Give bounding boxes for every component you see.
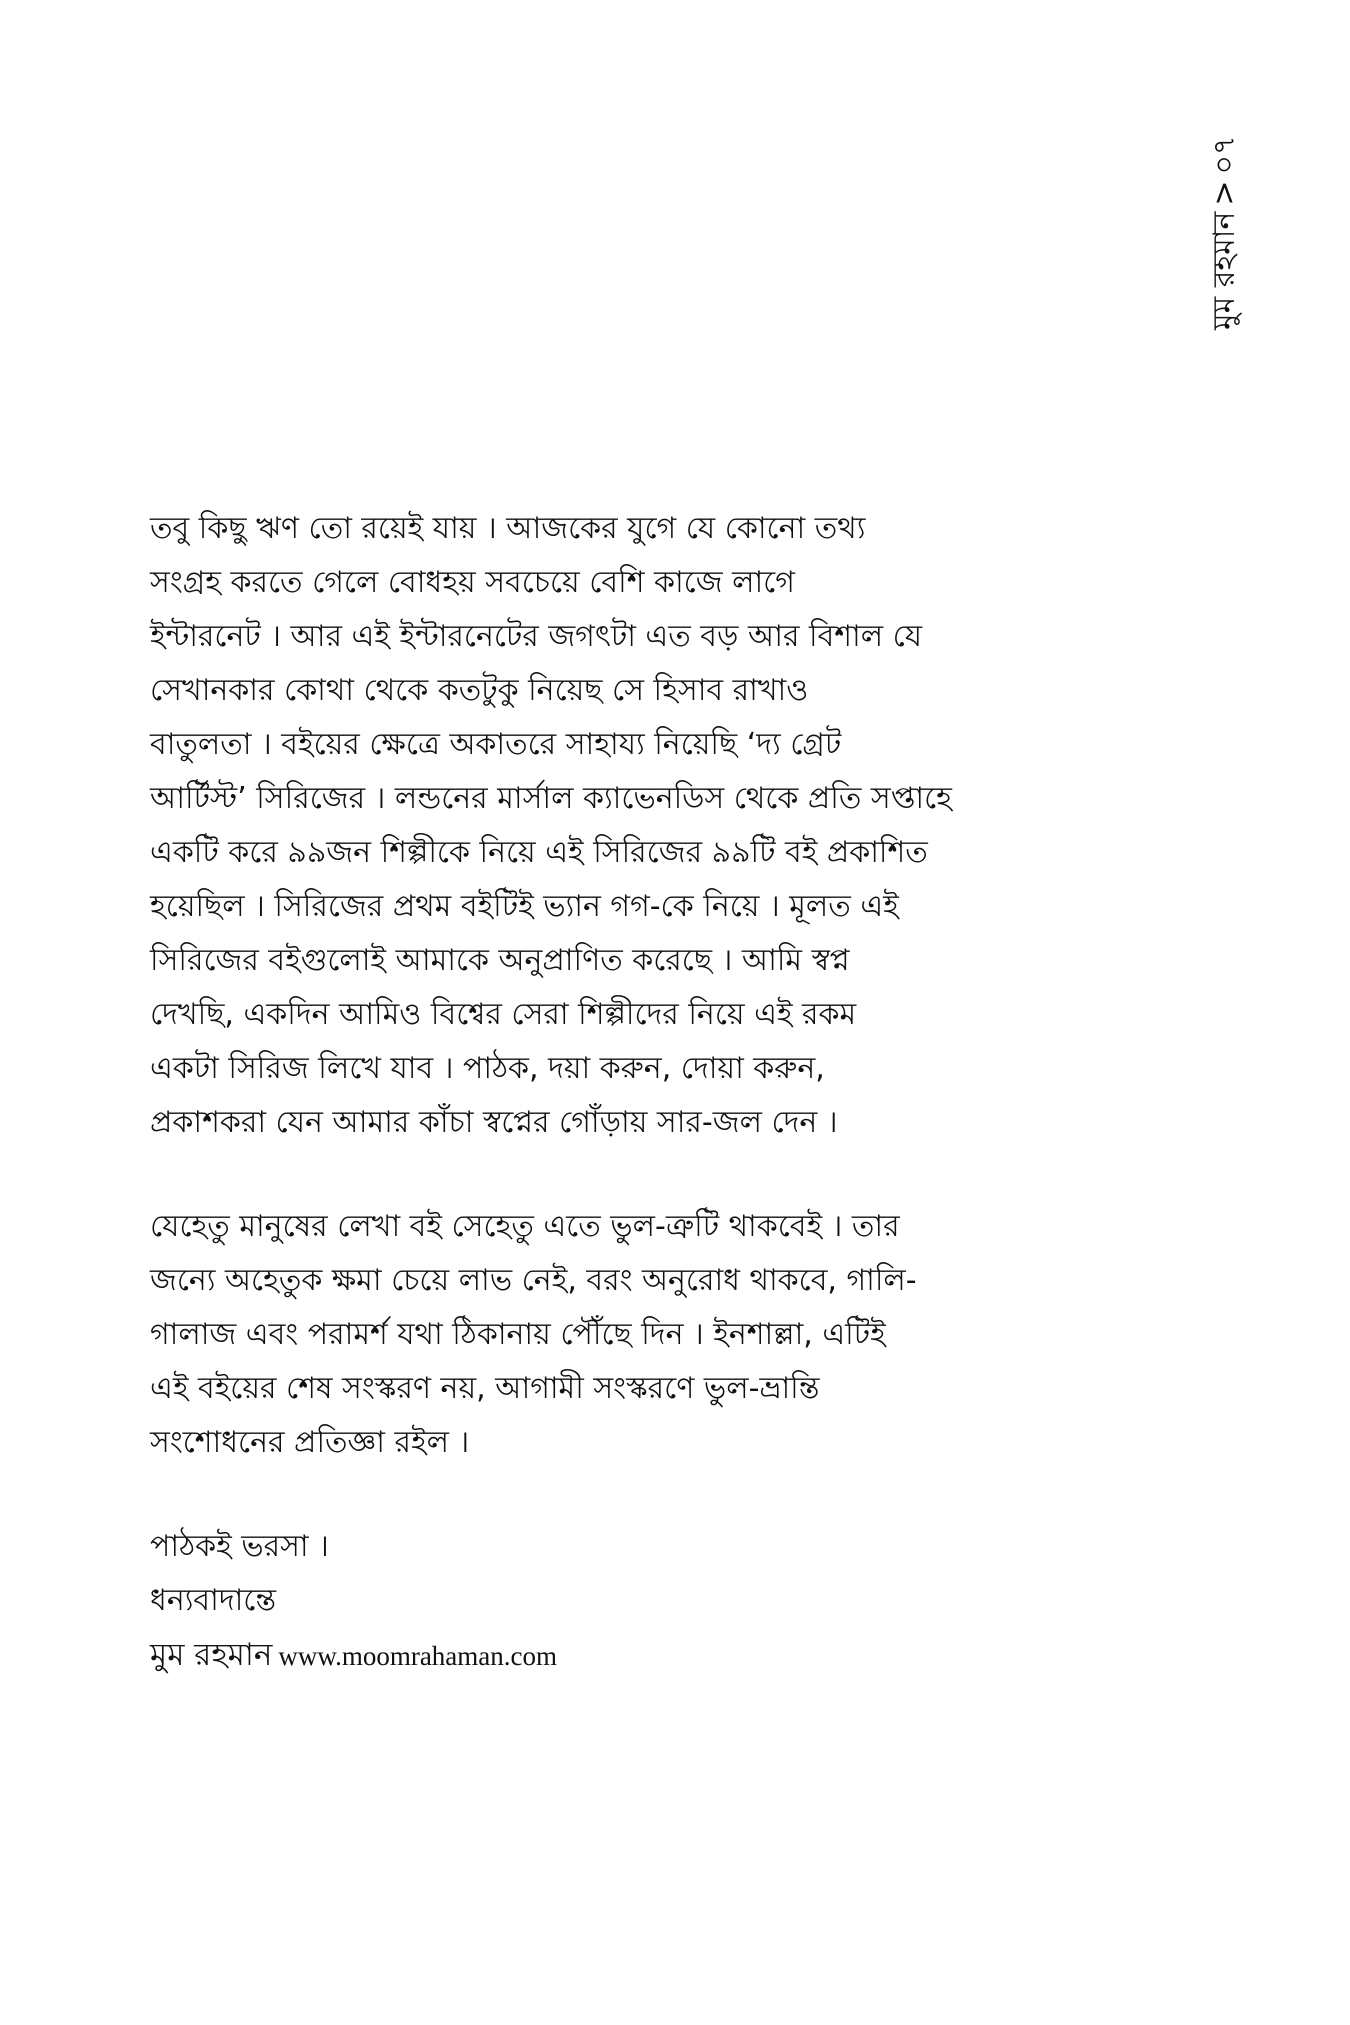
paragraph-spacer bbox=[150, 1470, 1150, 1520]
text-line: সংগ্রহ করতে গেলে বোধহয় সবচেয়ে বেশি কাজে লাগে bbox=[150, 565, 795, 600]
text-line: জন্যে অহেতুক ক্ষমা চেয়ে লাভ নেই, বরং অনুরোধ থাকবে, গালি- bbox=[150, 1263, 917, 1298]
text-line: সিরিজের বইগুলোই আমাকে অনুপ্রাণিত করেছে । আমি স্বপ্ন bbox=[150, 943, 850, 978]
text-line: বাতুলতা । বইয়ের ক্ষেত্রে অকাতরে সাহায্য নিয়েছি ‘দ্য গ্রেট bbox=[150, 727, 842, 762]
text-line: যেহেতু মানুষের লেখা বই সেহেতু এতে ভুল-ত্রুটি থাকবেই । তার bbox=[150, 1209, 900, 1244]
running-head bbox=[1205, 135, 1245, 330]
body-text bbox=[150, 502, 1150, 1683]
signature bbox=[150, 1628, 1150, 1683]
text-line: প্রকাশকরা যেন আমার কাঁচা স্বপ্নের গোঁড়ায় সার-জল দেন । bbox=[150, 1105, 838, 1140]
running-head-author: মুম রহমান bbox=[1207, 211, 1242, 330]
closing-line: পাঠকই ভরসা । bbox=[150, 1529, 329, 1564]
paragraph-1 bbox=[150, 502, 1150, 1150]
text-line: ইন্টারনেট । আর এই ইন্টারনেটের জগৎটা এত বড় আর বিশাল যে bbox=[150, 619, 923, 654]
paragraph-2 bbox=[150, 1200, 1150, 1470]
text-line: একটি করে ৯৯জন শিল্পীকে নিয়ে এই সিরিজের ৯৯টি বই প্রকাশিত bbox=[150, 835, 928, 870]
author-name: মুম রহমান bbox=[150, 1637, 273, 1673]
salutation: ধন্যবাদান্তে bbox=[150, 1583, 277, 1618]
text-line: দেখছি, একদিন আমিও বিশ্বের সেরা শিল্পীদের নিয়ে এই রকম bbox=[150, 997, 857, 1032]
text-line: সংশোধনের প্রতিজ্ঞা রইল । bbox=[150, 1425, 470, 1460]
website-url: www.moomrahaman.com bbox=[278, 1641, 558, 1671]
text-line: গালাজ এবং পরামর্শ যথা ঠিকানায় পৌঁছে দিন । ইনশাল্লা, এটিই bbox=[150, 1317, 886, 1352]
text-line: একটা সিরিজ লিখে যাব । পাঠক, দয়া করুন, দোয়া করুন, bbox=[150, 1051, 825, 1086]
text-line: হয়েছিল । সিরিজের প্রথম বইটিই ভ্যান গগ-কে নিয়ে । মূলত এই bbox=[150, 889, 899, 924]
text-line: তবু কিছু ঋণ তো রয়েই যায় । আজকের যুগে যে কোনো তথ্য bbox=[150, 511, 866, 546]
closing bbox=[150, 1520, 1150, 1683]
page-number: ০৭ bbox=[1207, 135, 1242, 175]
text-line: আর্টিস্ট’ সিরিজের । লন্ডনের মার্সাল ক্যাভেনডিস থেকে প্রতি সপ্তাহে bbox=[150, 781, 952, 816]
text-line: সেখানকার কোথা থেকে কতটুকু নিয়েছ সে হিসাব রাখাও bbox=[150, 673, 809, 708]
paragraph-spacer bbox=[150, 1150, 1150, 1200]
text-line: এই বইয়ের শেষ সংস্করণ নয়, আগামী সংস্করণে ভুল-ভ্রান্তি bbox=[150, 1371, 820, 1406]
running-head-separator: > bbox=[1207, 180, 1242, 206]
